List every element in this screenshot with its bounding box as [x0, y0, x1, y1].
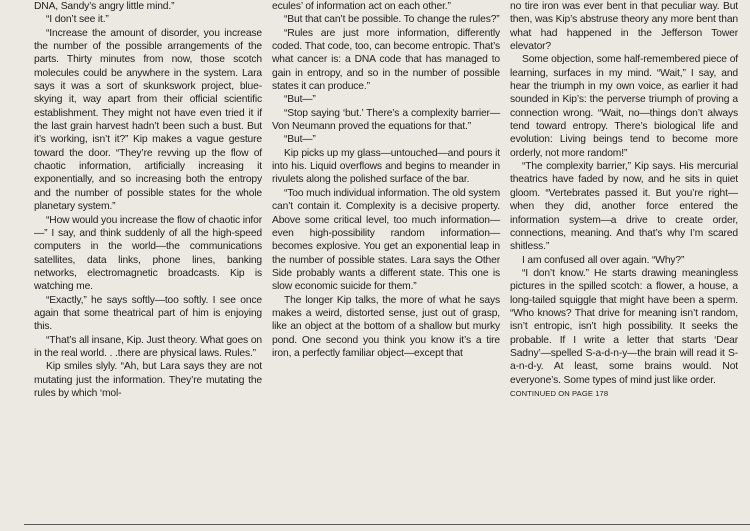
paragraph: “Exactly,” he says softly—too softly. I see once again that some theatrical part of him is enjoying this. [34, 294, 262, 333]
paragraph: “The complexity barrier,” Kip says. His mercurial theatrics have faded by now, and he sits in quiet gloom. “Vertebrates passed it. But you’re right—when they did, another force entered the information system—a drive to create order, connections, meaning. And that’s why I’m scared shitless.” [510, 161, 738, 253]
paragraph: “How would you increase the flow of chaotic infor—” I say, and think suddenly of all the high-speed computers in the world—the communications satellites, data links, phone lines, banking networks, electromagnetic broadcasts. Kip is watching me. [34, 214, 262, 293]
paragraph: Kip smiles slyly. “Ah, but Lara says they are not mutating just the information. They’re mutating the rules by which ‘mol- [34, 361, 262, 399]
text-column-3 [510, 0, 738, 399]
paragraph: ecules’ of information act on each other.” [272, 1, 451, 12]
paragraph: DNA, Sandy’s angry little mind.” [34, 1, 175, 12]
paragraph: Some objection, some half-remembered piece of learning, surfaces in my mind. “Wait,” I say, and hear the triumph in my own voice, as earlier it had sounded in Kip’s: the perverse triumph of proving a connection wrong. “Wait, no—things don’t always tend toward entropy. There’s biological life and evolution: Living beings tend to become more orderly, not more random!” [510, 54, 738, 159]
paragraph: “That’s all insane, Kip. Just theory. What goes on in the real world. . .there are physical laws. Rules.” [34, 334, 262, 359]
paragraph: “But—” [284, 134, 316, 146]
paragraph: “Stop saying ‘but.’ There’s a complexity barrier—Von Neumann proved the equations for that.” [272, 107, 500, 133]
text-column-1 [34, 0, 262, 400]
paragraph: “Too much individual information. The old system can’t contain it. Complexity is a decisive property. Above some critical level, too much information—even high-possibility random information—becomes explosive. You get an exponential leap in the number of possible states. Lara says the Other Side probably wants a different state. This one is slow economic suicide for them.” [272, 187, 500, 293]
paragraph: “But—” [284, 94, 316, 106]
paragraph: The longer Kip talks, the more of what he says makes a weird, distorted sense, just out of grasp, like an object at the bottom of a shallow but murky pond. One second you think you know it’s a tire iron, a perfectly familiar object—except that [272, 294, 500, 359]
continued-note: CONTINUED ON PAGE 178 [510, 388, 609, 398]
paragraph: Kip picks up my glass—untouched—and pours it into his. Liquid overflows and begins to meander in rivulets along the polished surface of the bar. [272, 147, 500, 186]
bottom-rule [24, 524, 750, 525]
paragraph: “Rules are just more information, differently coded. That code, too, can become entropic. That’s what cancer is: a DNA code that has managed to gain in entropy, and so in the number of possible states it can produce.” [272, 27, 500, 93]
paragraph: “But that can’t be possible. To change the rules?” [284, 14, 500, 26]
paragraph: no tire iron was ever bent in that peculiar way. But then, was Kip’s abstruse theory any more bent than what had happened in the Jefferson Tower elevator? [510, 1, 738, 53]
paragraph: “I don’t see it.” [46, 14, 109, 26]
paragraph: “Increase the amount of disorder, you increase the number of the possible arrangements of the parts. Thirty minutes from now, those scotch molecules could be anywhere in the system. Lara says it was a sort of skunkswork project, blue-skying it, way apart from their official scientific establishment. They might not have even tried it if the last grain harvest hadn’t been such a bust. But it’s working, isn’t it?” Kip makes a vague gesture toward the door. “They’re revving up the flow of chaotic information, artificially increasing it exponentially, and so increasing both the entropy and the number of possible states for the whole planetary system.” [34, 27, 262, 213]
text-column-2 [272, 0, 500, 360]
paragraph: I am confused all over again. “Why?” [522, 254, 685, 266]
paragraph: “I don’t know.” He starts drawing meaningless pictures in the spilled scotch: a flower, a house, a long-tailed squiggle that might have been a sperm. “Who knows? That drive for meaning isn’t random, isn’t entropic, isn’t high possibility. It seeks the probable. If I write a letter that starts ‘Dear Sadny’—spelled S-a-d-n-y—the brain will read it S-a-n-d-y. At least, some brains would. Not everyone’s. Some types of mind just like order. [510, 267, 738, 386]
